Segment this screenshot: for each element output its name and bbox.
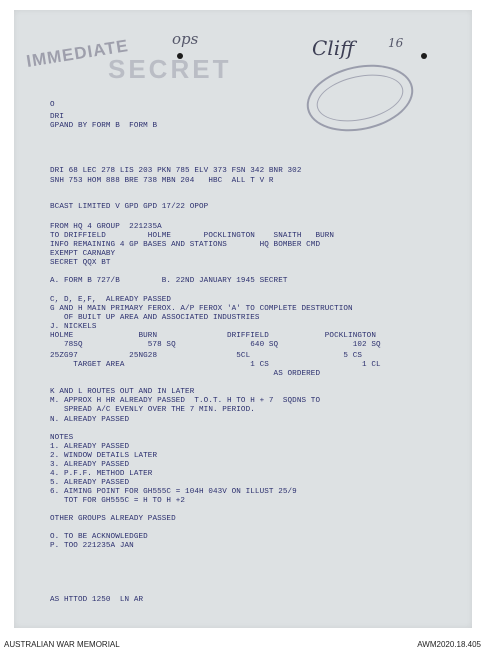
message-line: AS ORDERED	[50, 370, 321, 378]
footer-accession-number: AWM2020.18.405	[417, 640, 481, 649]
message-line: J. NICKELS	[50, 323, 97, 331]
message-line: 2. WINDOW DETAILS LATER	[50, 452, 158, 460]
message-line: O	[50, 101, 55, 109]
message-line: G AND H MAIN PRIMARY FEROX. A/P FEROX 'A' TO COMPLETE DESTRUCTION	[50, 305, 353, 313]
message-line: N. ALREADY PASSED	[50, 416, 130, 424]
message-line: FROM HQ 4 GROUP 221235A	[50, 223, 162, 231]
message-line: TOT FOR GH555C = H TO H +2	[50, 497, 186, 505]
message-line: M. APPROX H HR ALREADY PASSED T.O.T. H TO H + 7 SQDNS TO	[50, 397, 321, 405]
handwritten-signature: Cliff	[312, 36, 355, 60]
message-line: 3. ALREADY PASSED	[50, 461, 130, 469]
message-line: 4. P.F.F. METHOD LATER	[50, 470, 153, 478]
message-line: DRI 68 LEC 278 LIS 203 PKN 785 ELV 373 FSN 342 BNR 302	[50, 167, 302, 175]
message-line: 1. ALREADY PASSED	[50, 443, 130, 451]
message-line: SNH 753 HOM 888 BRE 738 MBN 204 HBC ALL T V R	[50, 177, 274, 185]
message-line: GPAND BY FORM B FORM B	[50, 122, 158, 130]
message-line: EXEMPT CARNABY	[50, 250, 116, 258]
message-line: TO DRIFFIELD HOLME POCKLINGTON SNAITH BURN	[50, 232, 335, 240]
message-line: OF BUILT UP AREA AND ASSOCIATED INDUSTRIES	[50, 314, 260, 322]
message-line: 25ZG97 25NG28 5CL 5 CS	[50, 352, 363, 360]
message-line: K AND L ROUTES OUT AND IN LATER	[50, 388, 195, 396]
message-line: A. FORM B 727/B B. 22ND JANUARY 1945 SECRET	[50, 277, 288, 285]
message-line: OTHER GROUPS ALREADY PASSED	[50, 515, 176, 523]
footer-credit: AUSTRALIAN WAR MEMORIAL	[4, 640, 120, 649]
immediate-stamp: IMMEDIATE	[25, 36, 130, 71]
message-line: NOTES	[50, 434, 74, 442]
message-line: HOLME BURN DRIFFIELD POCKLINGTON	[50, 332, 376, 340]
message-line: INFO REMAINING 4 GP BASES AND STATIONS HQ BOMBER CMD	[50, 241, 321, 249]
message-line: 6. AIMING POINT FOR GH555C = 104H 043V ON ILLUST 25/9	[50, 488, 297, 496]
message-line: AS HTTOD 1250 LN AR	[50, 596, 144, 604]
message-line: DRI	[50, 113, 64, 121]
message-line: P. TOO 221235A JAN	[50, 542, 134, 550]
message-line: SPREAD A/C EVENLY OVER THE 7 MIN. PERIOD.	[50, 406, 255, 414]
message-line: 5. ALREADY PASSED	[50, 479, 130, 487]
message-line: C, D, E,F, ALREADY PASSED	[50, 296, 172, 304]
punch-hole	[421, 53, 427, 59]
message-line: O. TO BE ACKNOWLEDGED	[50, 533, 148, 541]
handwritten-ops: ops	[172, 30, 199, 48]
message-line: 78SQ 578 SQ 640 SQ 102 SQ	[50, 341, 381, 349]
message-line: BCAST LIMITED V GPD GPD 17/22 OPOP	[50, 203, 209, 211]
secret-stamp: SECRET	[108, 54, 232, 84]
message-line: SECRET QQX BT	[50, 259, 111, 267]
handwritten-number: 16	[388, 36, 404, 50]
message-line: TARGET AREA 1 CS 1 CL	[50, 361, 381, 369]
